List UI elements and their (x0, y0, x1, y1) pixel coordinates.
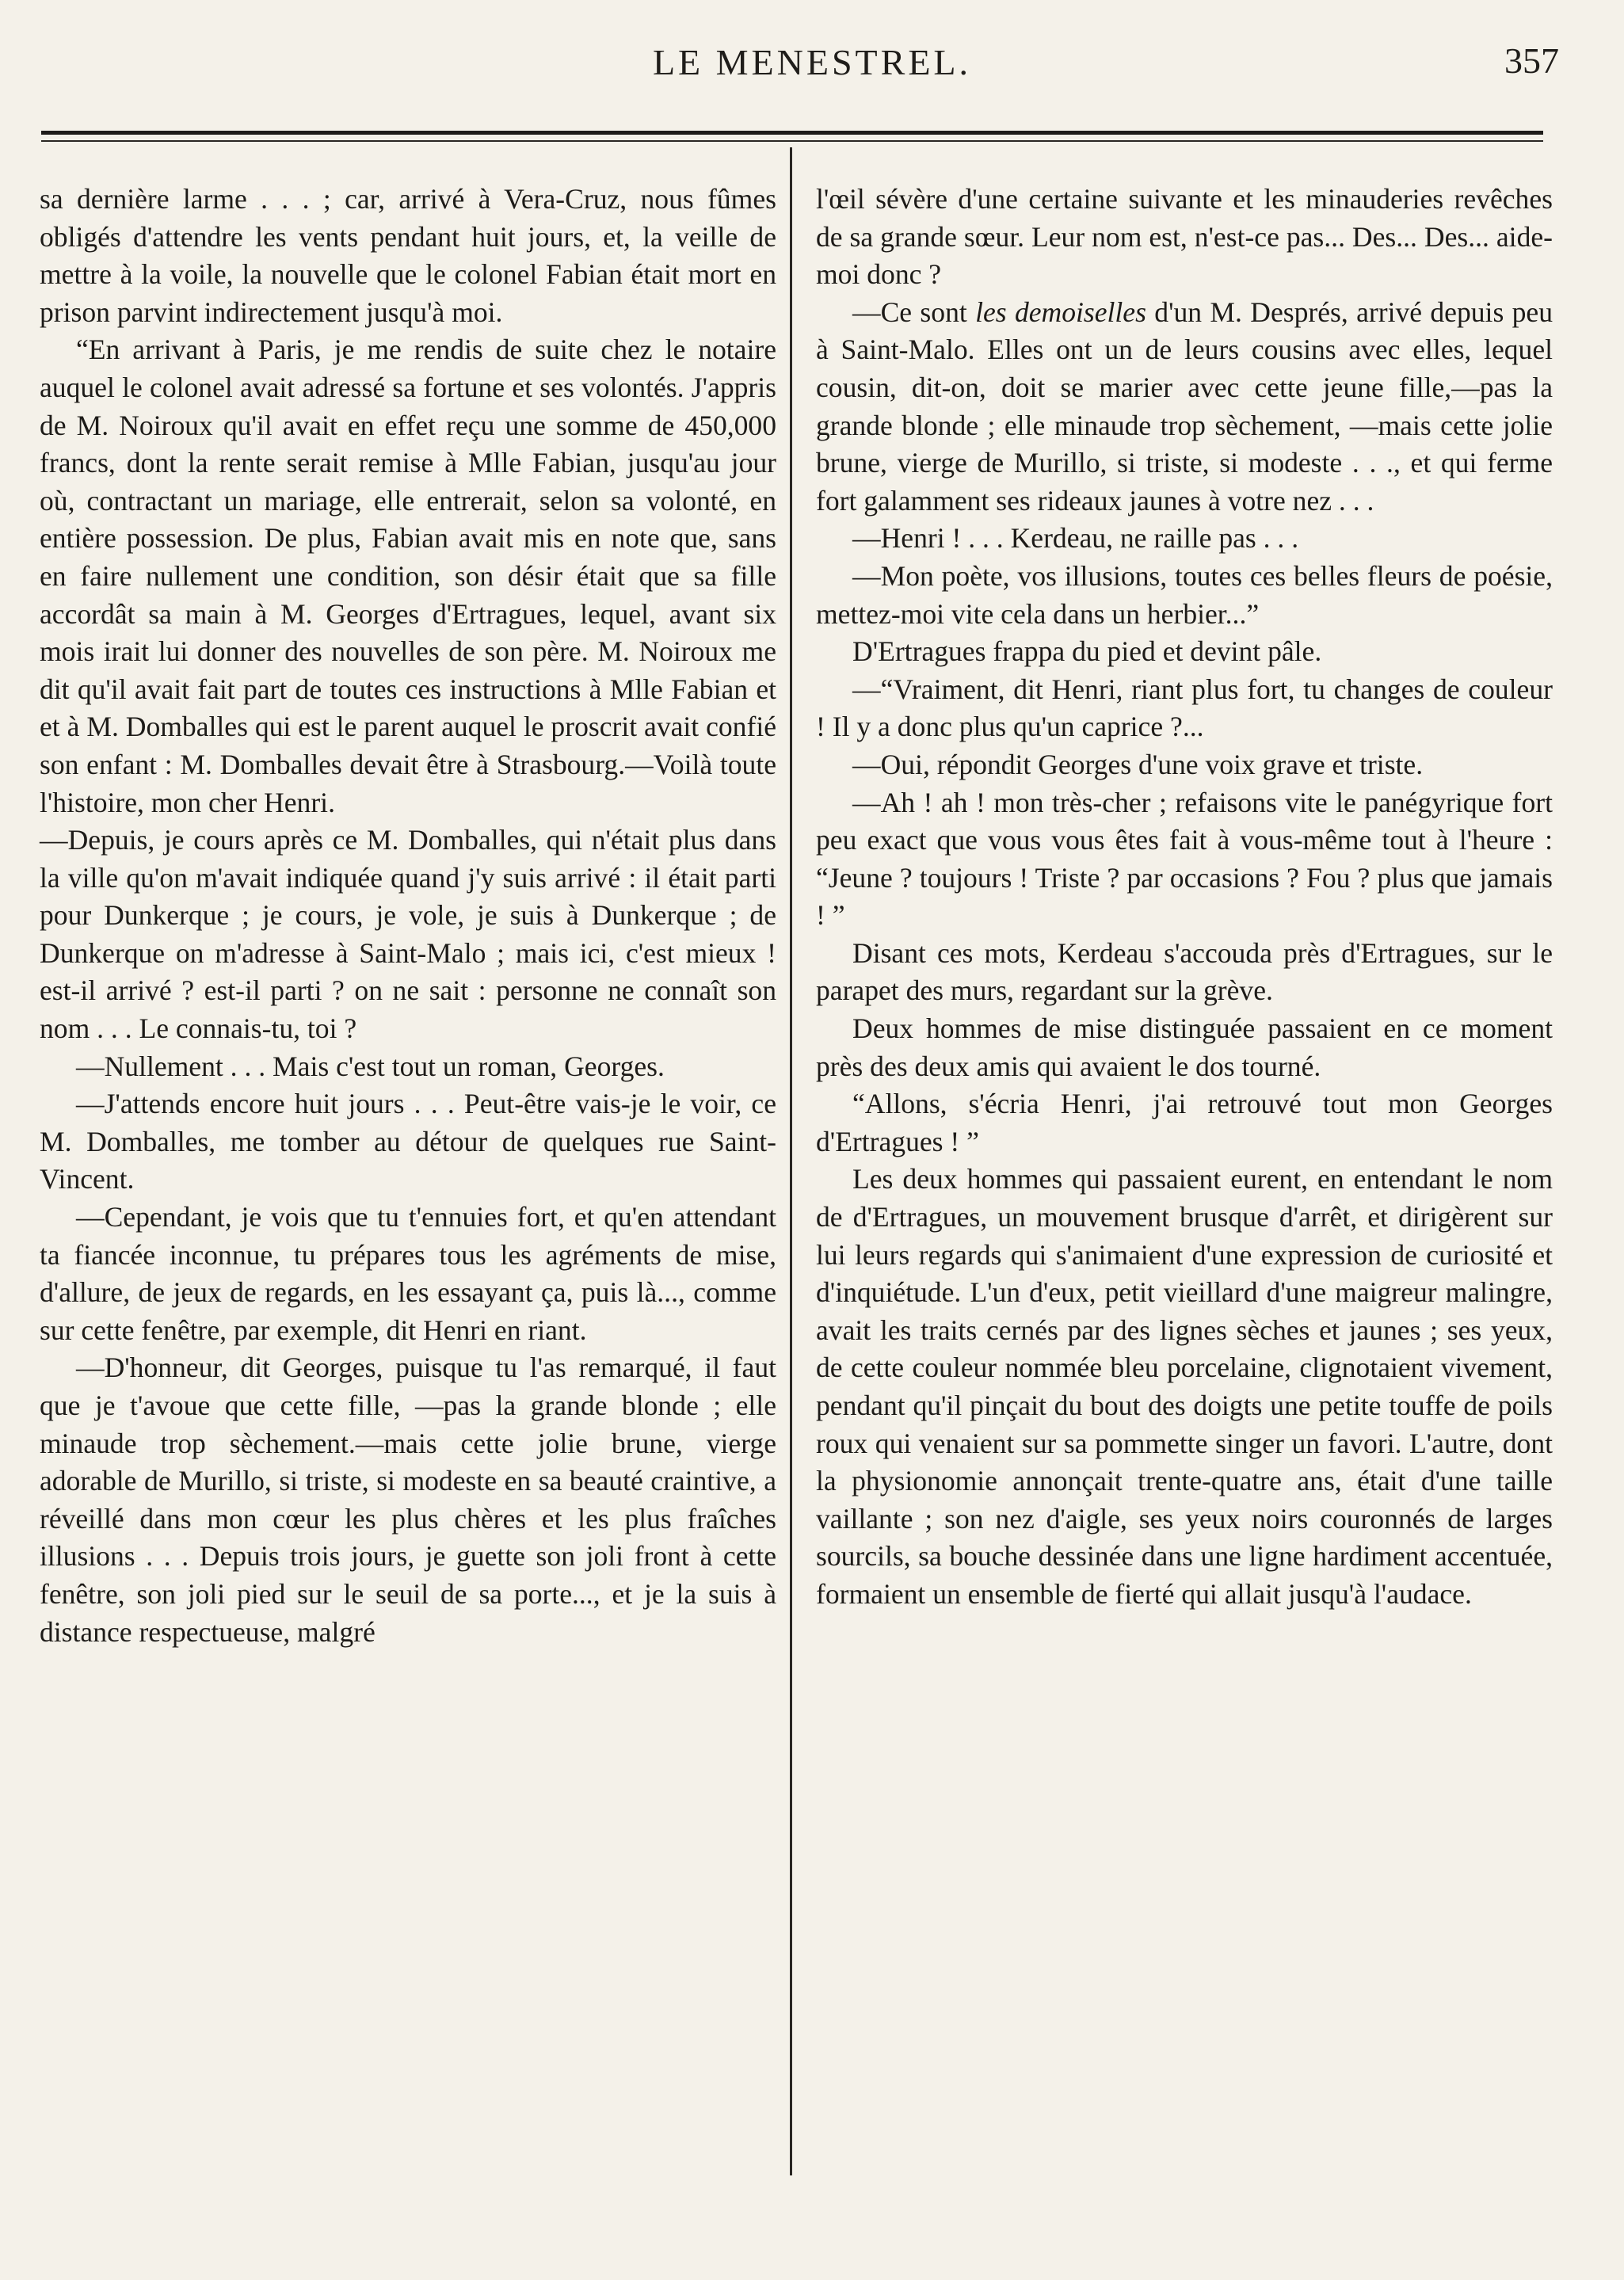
paragraph: —Cependant, je vois que tu t'ennuies fort, et qu'en attendant ta fiancée inconnue, tu prépares tous les agréments de mise, d'allure, de jeux de regards, en les essayant ça, puis là..., comme sur cette fenêtre, par exemple, dit Henri en riant. (40, 1201, 776, 1346)
left-column (40, 181, 776, 1651)
page-number: 357 (1504, 40, 1559, 81)
paragraph: “Allons, s'écria Henri, j'ai retrouvé tout mon Georges d'Ertragues ! ” (816, 1088, 1553, 1157)
italic-phrase: les demoiselles (975, 295, 1146, 328)
paragraph: —Oui, répondit Georges d'une voix grave et triste. (852, 748, 1424, 780)
right-column (816, 181, 1553, 1614)
paragraph: —D'honneur, dit Georges, puisque tu l'as remarqué, il faut que je t'avoue que cette fille, —pas la grande blonde ; elle minaude trop sèchement.—mais cette jolie brune, vierge adorable de Murillo, si triste, si modeste en sa beauté craintive, a réveillé dans mon cœur les plus chères et les plus fraîches illusions . . . Depuis trois jours, je guette son joli front à cette fenêtre, son joli pied sur le seuil de sa porte..., et je la suis à distance respectueuse, malgré (40, 1352, 776, 1648)
paragraph-text: —Ce sont (852, 295, 976, 328)
paragraph: —Mon poète, vos illusions, toutes ces belles fleurs de poésie, mettez-moi vite cela dans un herbier...” (816, 559, 1553, 630)
paragraph (816, 294, 1553, 520)
column-divider (790, 147, 792, 2175)
paragraph: —J'attends encore huit jours . . . Peut-être vais-je le voir, ce M. Domballes, me tomber au détour de quelques rue Saint-Vincent. (40, 1088, 776, 1195)
paragraph: —Depuis, je cours après ce M. Domballes, qui n'était plus dans la ville qu'on m'avait indiquée quand j'y suis arrivé : il était parti pour Dunkerque ; je cours, je vole, je suis à Dunkerque ; de Dunkerque on m'adresse à Saint-Malo ; mais ici, c'est mieux ! est-il arrivé ? est-il parti ? on ne sait : personne ne connaît son nom . . . Le connais-tu, toi ? (40, 824, 776, 1045)
paragraph-text: d'un M. Després, arrivé depuis peu à Saint-Malo. Elles ont un de leurs cousins avec elles, lequel cousin, dit-on, doit se marier avec cette jeune fille,—pas la grande blonde ; elle minaude trop sèchement, —mais cette jolie brune, vierge de Murillo, si triste, si modeste . . ., et qui ferme fort galamment ses rideaux jaunes à votre nez . . . (816, 295, 1553, 517)
paragraph: l'œil sévère d'une certaine suivante et les minauderies revêches de sa grande sœur. Leur nom est, n'est-ce pas... Des... Des... aide-moi donc ? (816, 183, 1553, 291)
paragraph: Deux hommes de mise distinguée passaient en ce moment près des deux amis qui avaient le dos tourné. (816, 1012, 1553, 1082)
paragraph: sa dernière larme . . . ; car, arrivé à Vera-Cruz, nous fûmes obligés d'attendre les vents pendant huit jours, et, la veille de mettre à la voile, la nouvelle que le colonel Fabian était mort en prison parvint indirectement jusqu'à moi. (40, 183, 776, 328)
paragraph: —Henri ! . . . Kerdeau, ne raille pas . . . (852, 522, 1299, 555)
paragraph: —“Vraiment, dit Henri, riant plus fort, tu changes de couleur ! Il y a donc plus qu'un caprice ?... (816, 673, 1553, 743)
paragraph: Les deux hommes qui passaient eurent, en entendant le nom de d'Ertragues, un mouvement brusque d'arrêt, et dirigèrent sur lui leurs regards qui s'animaient d'une expression de curiosité et d'inquiétude. L'un d'eux, petit vieillard d'une maigreur malingre, avait les traits cernés par des lignes sèches et jaunes ; ses yeux, de cette couleur nommée bleu porcelaine, clignotaient vivement, pendant qu'il pinçait du bout des doigts une petite touffe de poils roux qui venaient sur sa pommette singer un favori. L'autre, dont la physionomie annonçait trente-quatre ans, était d'une taille vaillante ; son nez d'aigle, ses yeux noirs couronnés de larges sourcils, sa bouche dessinée dans une ligne hardiment accentuée, formaient un ensemble de fierté qui allait jusqu'à l'audace. (816, 1163, 1553, 1610)
paragraph: “En arrivant à Paris, je me rendis de suite chez le notaire auquel le colonel avait adressé sa fortune et ses volontés. J'appris de M. Noiroux qu'il avait en effet reçu une somme de 450,000 francs, dont la rente serait remise à Mlle Fabian, jusqu'au jour où, contractant un mariage, elle entrerait, selon sa volonté, en entière possession. De plus, Fabian avait mis en note que, sans en faire nullement une condition, son désir était que sa fille accordât sa main à M. Georges d'Ertragues, lequel, avant six mois irait lui donner des nouvelles de son père. M. Noiroux me dit qu'il avait fait part de toutes ces instructions à Mlle Fabian et et à M. Domballes qui est le parent auquel le proscrit avait confié son enfant : M. Domballes devait être à Strasbourg.—Voilà toute l'histoire, mon cher Henri. (40, 334, 776, 818)
paragraph: D'Ertragues frappa du pied et devint pâle. (852, 635, 1322, 668)
header-rule-thick (41, 131, 1543, 135)
paragraph: —Ah ! ah ! mon très-cher ; refaisons vite le panégyrique fort peu exact que vous vous êtes fait à vous-même tout à l'heure : “Jeune ? toujours ! Triste ? par occasions ? Fou ? plus que jamais ! ” (816, 786, 1553, 932)
publication-title: LE MENESTREL. (652, 42, 972, 82)
header-rule-thin (41, 140, 1543, 142)
page-header (0, 41, 1624, 97)
paragraph: Disant ces mots, Kerdeau s'accouda près d'Ertragues, sur le parapet des murs, regardant sur la grève. (816, 936, 1553, 1007)
paragraph: —Nullement . . . Mais c'est tout un roman, Georges. (76, 1050, 665, 1082)
